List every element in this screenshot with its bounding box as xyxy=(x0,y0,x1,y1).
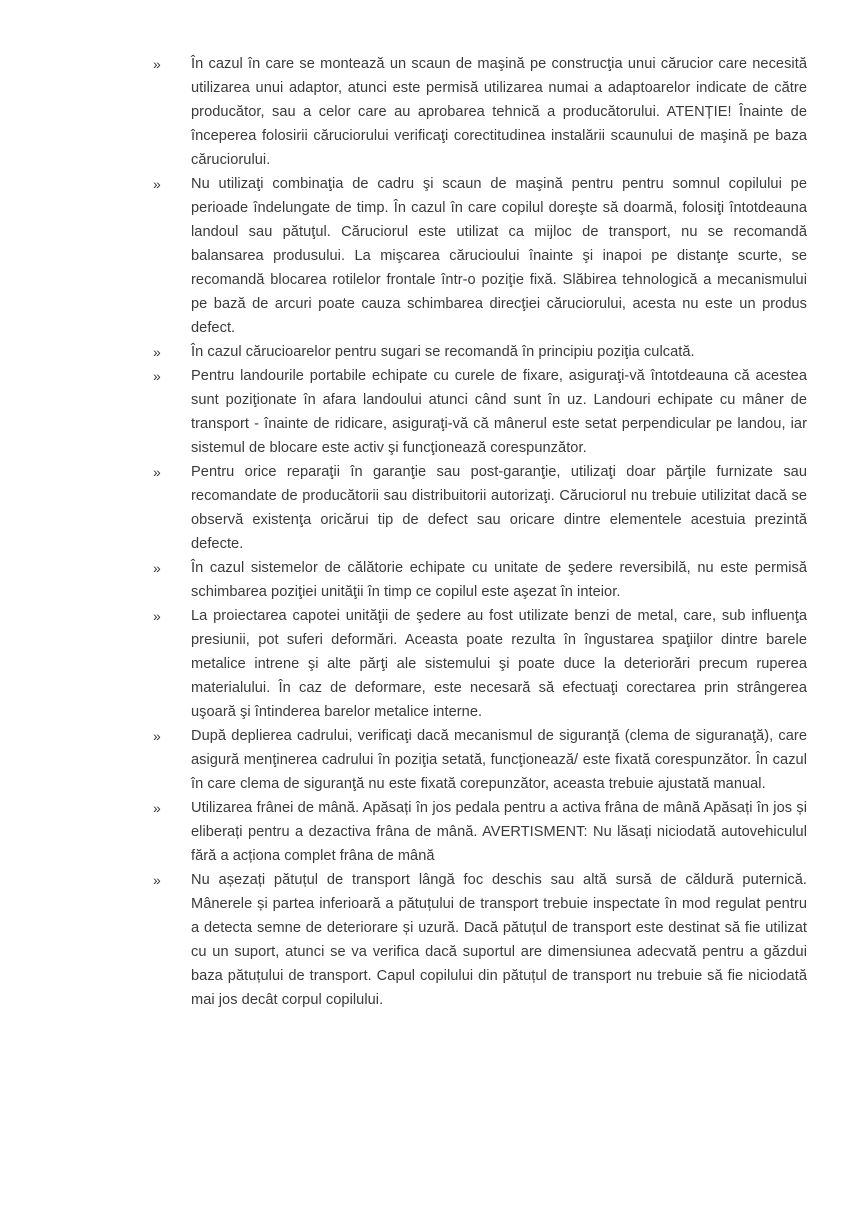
bullet-marker: » xyxy=(153,728,161,744)
bullet-marker: » xyxy=(153,608,161,624)
bullet-marker: » xyxy=(153,560,161,576)
list-item xyxy=(151,364,807,460)
instructions-list xyxy=(151,52,807,1012)
list-item-text: Nu așezați pătuțul de transport lângă foc deschis sau altă sursă de căldură puternică. Mânerele și partea inferioară a pătuțului de transport trebuie inspectate în mod regulat pentru a detecta semne de deteriorare și uzură. Dacă pătuțul de transport este destinat să fie utilizat cu un suport, atunci se va verifica dacă suportul are dimensiunea adecvată pentru a găzdui baza pătuțului de transport. Capul copilului din pătuțul de transport nu trebuie să fie niciodată mai jos decât corpul copilului. xyxy=(191,872,807,1008)
bullet-marker: » xyxy=(153,800,161,816)
list-item-text: Nu utilizaţi combinaţia de cadru şi scaun de maşină pentru pentru somnul copilului pe perioade îndelungate de timp. În cazul în care copilul doreşte să doarmă, folosiţi întotdeauna landoul sau pătuţul. Căruciorul este utilizat ca mijloc de transport, nu se recomandă balansarea produsului. La mişcarea cărucioului înainte şi inapoi pe distanţe scurte, se recomandă blocarea rotilelor frontale într-o poziţie fixă. Slăbirea tehnologică a mecanismului pe bază de arcuri poate cauza schimbarea direcţiei căruciorului, acesta nu este un produs defect. xyxy=(191,176,807,336)
list-item-text: La proiectarea capotei unităţii de şedere au fost utilizate benzi de metal, care, sub influenţa presiunii, pot suferi deformări. Aceasta poate rezulta în îngustarea spaţiilor dintre barele metalice intrene şi alte părţi ale sistemului şi poate duce la deteriorări precum ruperea materialului. În caz de deformare, este necesară să efectuaţi corectarea prin strângerea uşoară şi întinderea barelor metalice interne. xyxy=(191,608,807,720)
list-item xyxy=(151,868,807,1012)
list-item xyxy=(151,796,807,868)
list-item-text: În cazul în care se montează un scaun de maşină pe construcţia unui cărucior care necesită utilizarea unui adaptor, atunci este permisă utilizarea numai a adaptoarelor indicate de către producător, sau a celor care au aprobarea tehnică a producătorului. ATENȚIE! Înainte de începerea folosirii căruciorului verificaţi corectitudinea instalării scaunului de maşină pe baza căruciorului. xyxy=(191,56,807,168)
list-item xyxy=(151,340,807,364)
list-item xyxy=(151,724,807,796)
bullet-marker: » xyxy=(153,464,161,480)
bullet-marker: » xyxy=(153,176,161,192)
list-item-text: În cazul sistemelor de călătorie echipate cu unitate de şedere reversibilă, nu este permisă schimbarea poziţiei unităţii în timp ce copilul este aşezat în inteior. xyxy=(191,560,807,600)
bullet-marker: » xyxy=(153,344,161,360)
list-item xyxy=(151,460,807,556)
list-item-text: Utilizarea frânei de mână. Apăsați în jos pedala pentru a activa frâna de mână Apăsați în jos și eliberați pentru a dezactiva frâna de mână. AVERTISMENT: Nu lăsați niciodată autovehiculul fără a acționa complet frâna de mână xyxy=(191,800,807,864)
bullet-marker: » xyxy=(153,368,161,384)
list-item xyxy=(151,604,807,724)
bullet-marker: » xyxy=(153,872,161,888)
list-item-text: După deplierea cadrului, verificaţi dacă mecanismul de siguranţă (clema de siguranaţă), care asigură menţinerea cadrului în poziţia setată, funcţionează/ este fixată corespunzător. În cazul în care clema de siguranţă nu este fixată corepunzător, aceasta trebuie ajustată manual. xyxy=(191,728,807,792)
list-item xyxy=(151,556,807,604)
list-item-text: Pentru landourile portabile echipate cu curele de fixare, asiguraţi-vă întotdeauna că acestea sunt poziţionate în afara landoului atunci când sunt în uz. Landouri echipate cu mâner de transport - înainte de ridicare, asiguraţi-vă că mânerul este setat perpendicular pe landou, iar sistemul de blocare este activ şi funcţionează corespunzător. xyxy=(191,368,807,456)
bullet-marker: » xyxy=(153,56,161,72)
list-item-text: Pentru orice reparaţii în garanţie sau post-garanţie, utilizaţi doar părţile furnizate sau recomandate de producătorii sau distribuitorii autorizaţi. Căruciorul nu trebuie utilizitat dacă se observă existenţa oricărui tip de defect sau oricare dintre elementele acestuia prezintă defecte. xyxy=(191,464,807,552)
list-item xyxy=(151,52,807,172)
list-item-text: În cazul cărucioarelor pentru sugari se recomandă în principiu poziţia culcată. xyxy=(191,344,695,360)
list-item xyxy=(151,172,807,340)
